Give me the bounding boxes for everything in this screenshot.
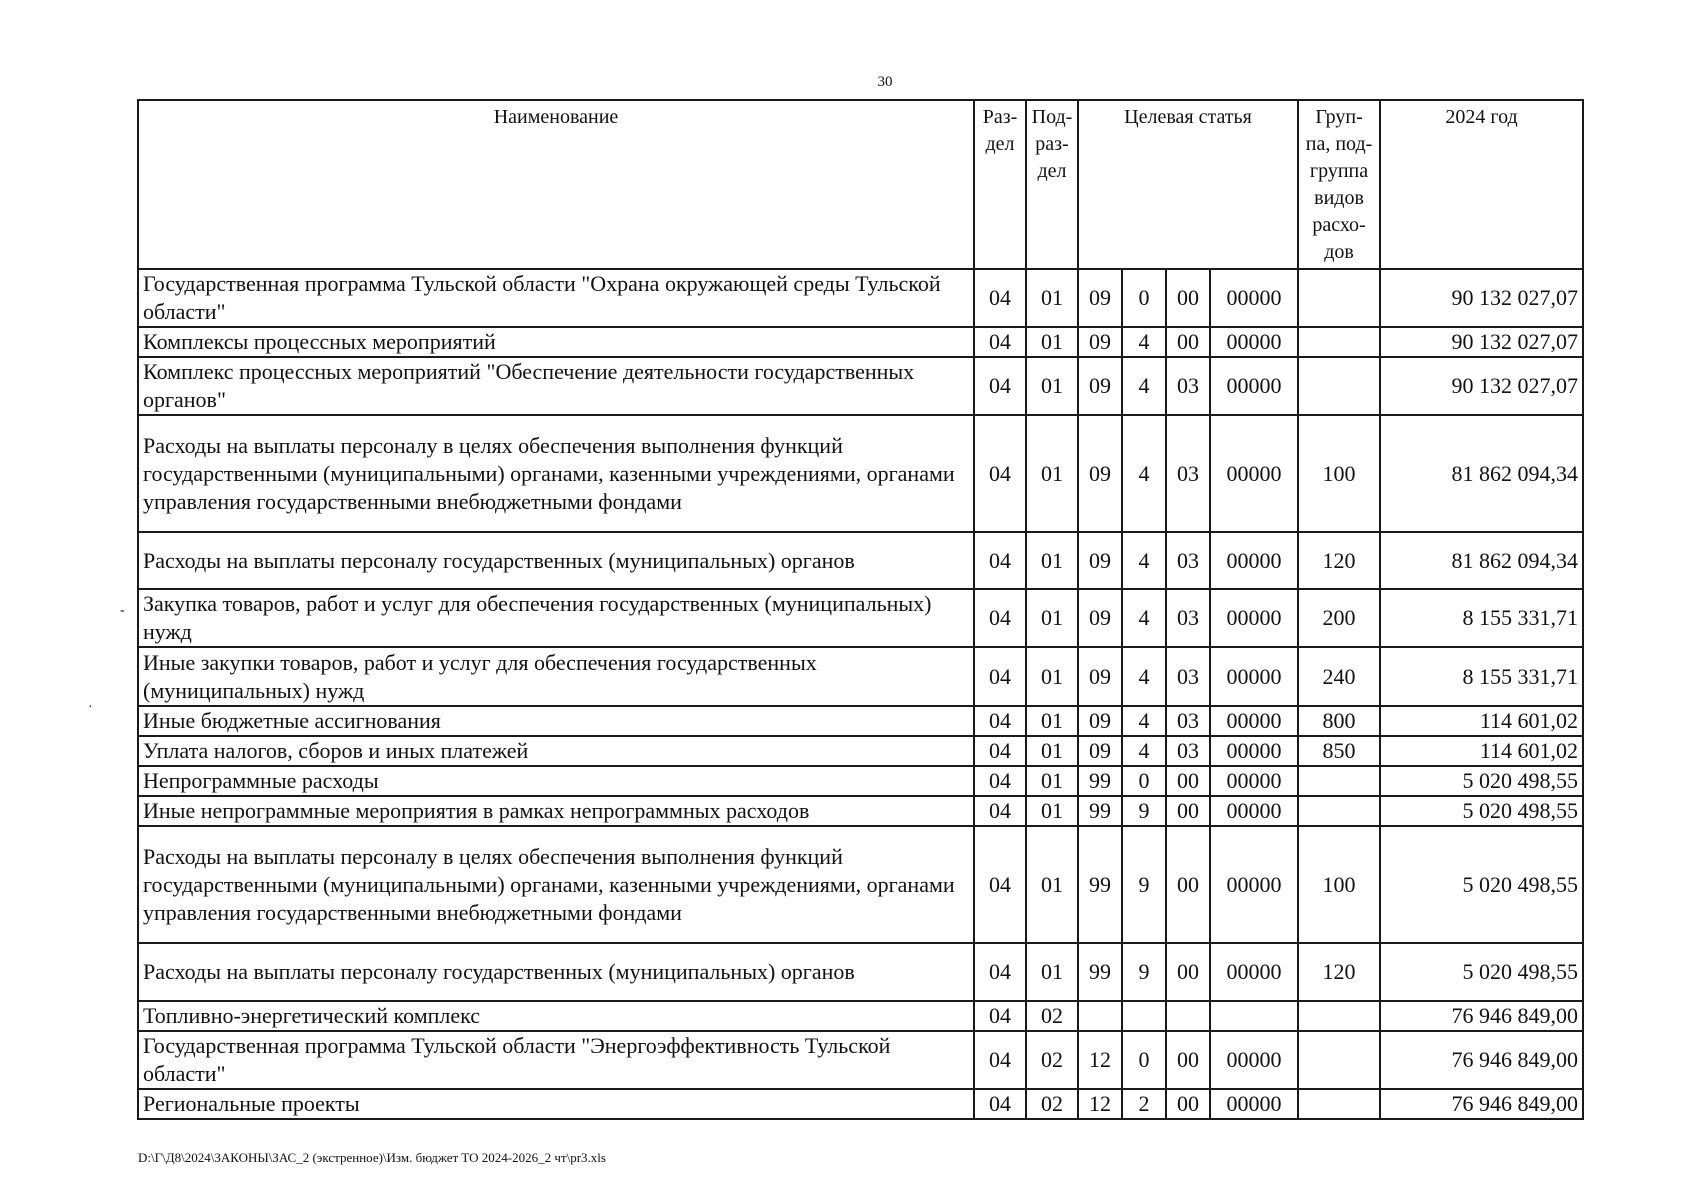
row-target-program: 12 bbox=[1078, 1089, 1122, 1119]
row-expense-group: 120 bbox=[1298, 532, 1380, 589]
table-row bbox=[138, 327, 1583, 357]
row-podrazdel: 01 bbox=[1026, 736, 1078, 766]
row-target-program: 09 bbox=[1078, 736, 1122, 766]
row-target-type: 0 bbox=[1122, 269, 1166, 327]
table-row bbox=[138, 647, 1583, 706]
table-row bbox=[138, 532, 1583, 589]
row-target-type: 4 bbox=[1122, 736, 1166, 766]
row-target-subprogram: 03 bbox=[1166, 532, 1210, 589]
row-razdel: 04 bbox=[974, 1089, 1026, 1119]
row-name: Расходы на выплаты персоналу государственных (муниципальных) органов bbox=[138, 532, 974, 589]
row-target-direction: 00000 bbox=[1210, 415, 1298, 532]
table-row bbox=[138, 589, 1583, 647]
row-target-program: 99 bbox=[1078, 826, 1122, 943]
row-name: Государственная программа Тульской области "Охрана окружающей среды Тульской области" bbox=[138, 269, 974, 327]
header-group: Груп- па, под- группа видов расхо- дов bbox=[1298, 100, 1380, 269]
row-target-subprogram: 03 bbox=[1166, 736, 1210, 766]
row-name: Государственная программа Тульской области "Энергоэффективность Тульской области" bbox=[138, 1031, 974, 1089]
page-number: 30 bbox=[877, 74, 893, 90]
row-name: Уплата налогов, сборов и иных платежей bbox=[138, 736, 974, 766]
row-podrazdel: 01 bbox=[1026, 826, 1078, 943]
row-podrazdel: 01 bbox=[1026, 766, 1078, 796]
row-razdel: 04 bbox=[974, 532, 1026, 589]
row-expense-group: 850 bbox=[1298, 736, 1380, 766]
row-target-program: 09 bbox=[1078, 269, 1122, 327]
row-amount-2024: 76 946 849,00 bbox=[1380, 1031, 1583, 1089]
row-target-type: 9 bbox=[1122, 826, 1166, 943]
row-expense-group: 100 bbox=[1298, 826, 1380, 943]
row-amount-2024: 5 020 498,55 bbox=[1380, 943, 1583, 1001]
row-name: Топливно-энергетический комплекс bbox=[138, 1001, 974, 1031]
row-podrazdel: 01 bbox=[1026, 357, 1078, 415]
row-target-direction: 00000 bbox=[1210, 826, 1298, 943]
row-target-subprogram: 00 bbox=[1166, 269, 1210, 327]
table-row bbox=[138, 826, 1583, 943]
header-target: Целевая статья bbox=[1078, 100, 1298, 269]
row-target-subprogram: 03 bbox=[1166, 357, 1210, 415]
row-target-direction: 00000 bbox=[1210, 1089, 1298, 1119]
row-target-subprogram: 00 bbox=[1166, 943, 1210, 1001]
row-target-program: 09 bbox=[1078, 415, 1122, 532]
table-header-row bbox=[138, 100, 1583, 269]
row-razdel: 04 bbox=[974, 796, 1026, 826]
row-razdel: 04 bbox=[974, 1031, 1026, 1089]
row-target-program: 99 bbox=[1078, 796, 1122, 826]
row-expense-group bbox=[1298, 269, 1380, 327]
row-expense-group: 200 bbox=[1298, 589, 1380, 647]
row-name: Расходы на выплаты персоналу в целях обеспечения выполнения функций государственными (муниципальными) органами, казенными учреждениями, органами управления государственными внебюджетными фондами bbox=[138, 826, 974, 943]
row-target-type: 4 bbox=[1122, 647, 1166, 706]
row-razdel: 04 bbox=[974, 269, 1026, 327]
table-row bbox=[138, 766, 1583, 796]
row-target-program: 12 bbox=[1078, 1031, 1122, 1089]
row-amount-2024: 81 862 094,34 bbox=[1380, 415, 1583, 532]
header-name: Наименование bbox=[138, 100, 974, 269]
budget-table bbox=[137, 99, 1584, 1120]
row-podrazdel: 02 bbox=[1026, 1089, 1078, 1119]
row-expense-group bbox=[1298, 1031, 1380, 1089]
file-path-footer: D:\Г\Д8\2024\ЗАКОНЫ\ЗАС_2 (экстренное)\Изм. бюджет ТО 2024-2026_2 чт\pr3.xls bbox=[138, 1150, 606, 1165]
row-target-type: 0 bbox=[1122, 1031, 1166, 1089]
row-target-direction bbox=[1210, 1001, 1298, 1031]
header-year: 2024 год bbox=[1380, 100, 1583, 269]
row-target-direction: 00000 bbox=[1210, 943, 1298, 1001]
row-target-direction: 00000 bbox=[1210, 706, 1298, 736]
row-amount-2024: 90 132 027,07 bbox=[1380, 269, 1583, 327]
row-amount-2024: 81 862 094,34 bbox=[1380, 532, 1583, 589]
row-target-program: 09 bbox=[1078, 532, 1122, 589]
row-amount-2024: 114 601,02 bbox=[1380, 736, 1583, 766]
row-target-type: 4 bbox=[1122, 357, 1166, 415]
table-row bbox=[138, 1001, 1583, 1031]
row-name: Комплексы процессных мероприятий bbox=[138, 327, 974, 357]
row-name: Иные закупки товаров, работ и услуг для обеспечения государственных (муниципальных) нужд bbox=[138, 647, 974, 706]
row-razdel: 04 bbox=[974, 327, 1026, 357]
row-target-type: 4 bbox=[1122, 532, 1166, 589]
row-expense-group bbox=[1298, 357, 1380, 415]
row-podrazdel: 01 bbox=[1026, 943, 1078, 1001]
row-target-subprogram: 03 bbox=[1166, 647, 1210, 706]
row-target-direction: 00000 bbox=[1210, 589, 1298, 647]
row-target-direction: 00000 bbox=[1210, 269, 1298, 327]
row-name: Расходы на выплаты персоналу государственных (муниципальных) органов bbox=[138, 943, 974, 1001]
row-expense-group bbox=[1298, 1001, 1380, 1031]
row-target-subprogram: 00 bbox=[1166, 1031, 1210, 1089]
row-name: Расходы на выплаты персоналу в целях обеспечения выполнения функций государственными (муниципальными) органами, казенными учреждениями, органами управления государственными внебюджетными фондами bbox=[138, 415, 974, 532]
row-name: Комплекс процессных мероприятий "Обеспечение деятельности государственных органов" bbox=[138, 357, 974, 415]
row-target-program: 09 bbox=[1078, 647, 1122, 706]
row-target-program: 09 bbox=[1078, 589, 1122, 647]
row-expense-group bbox=[1298, 327, 1380, 357]
row-target-subprogram: 00 bbox=[1166, 1089, 1210, 1119]
row-expense-group bbox=[1298, 796, 1380, 826]
row-target-program bbox=[1078, 1001, 1122, 1031]
row-target-program: 09 bbox=[1078, 357, 1122, 415]
row-razdel: 04 bbox=[974, 826, 1026, 943]
row-target-program: 99 bbox=[1078, 943, 1122, 1001]
row-target-subprogram: 03 bbox=[1166, 415, 1210, 532]
table-row bbox=[138, 1089, 1583, 1119]
row-podrazdel: 01 bbox=[1026, 647, 1078, 706]
row-name: Иные непрограммные мероприятия в рамках непрограммных расходов bbox=[138, 796, 974, 826]
row-target-type: 2 bbox=[1122, 1089, 1166, 1119]
margin-mark: - bbox=[120, 603, 125, 618]
row-name: Непрограммные расходы bbox=[138, 766, 974, 796]
row-razdel: 04 bbox=[974, 647, 1026, 706]
row-name: Региональные проекты bbox=[138, 1089, 974, 1119]
row-target-direction: 00000 bbox=[1210, 647, 1298, 706]
row-target-direction: 00000 bbox=[1210, 796, 1298, 826]
row-target-direction: 00000 bbox=[1210, 766, 1298, 796]
row-podrazdel: 01 bbox=[1026, 327, 1078, 357]
row-target-subprogram: 00 bbox=[1166, 766, 1210, 796]
table-row bbox=[138, 1031, 1583, 1089]
row-amount-2024: 90 132 027,07 bbox=[1380, 357, 1583, 415]
row-expense-group: 100 bbox=[1298, 415, 1380, 532]
row-amount-2024: 76 946 849,00 bbox=[1380, 1001, 1583, 1031]
row-target-direction: 00000 bbox=[1210, 1031, 1298, 1089]
header-podrazdel: Под- раз- дел bbox=[1026, 100, 1078, 269]
row-target-direction: 00000 bbox=[1210, 532, 1298, 589]
row-target-subprogram bbox=[1166, 1001, 1210, 1031]
row-podrazdel: 01 bbox=[1026, 269, 1078, 327]
row-amount-2024: 8 155 331,71 bbox=[1380, 589, 1583, 647]
row-amount-2024: 5 020 498,55 bbox=[1380, 796, 1583, 826]
row-target-program: 09 bbox=[1078, 706, 1122, 736]
row-podrazdel: 01 bbox=[1026, 796, 1078, 826]
row-podrazdel: 01 bbox=[1026, 706, 1078, 736]
row-podrazdel: 02 bbox=[1026, 1031, 1078, 1089]
row-target-type: 0 bbox=[1122, 766, 1166, 796]
table-row bbox=[138, 415, 1583, 532]
row-razdel: 04 bbox=[974, 706, 1026, 736]
row-amount-2024: 114 601,02 bbox=[1380, 706, 1583, 736]
row-razdel: 04 bbox=[974, 415, 1026, 532]
row-target-type: 9 bbox=[1122, 943, 1166, 1001]
row-expense-group bbox=[1298, 766, 1380, 796]
row-target-subprogram: 03 bbox=[1166, 706, 1210, 736]
row-podrazdel: 01 bbox=[1026, 532, 1078, 589]
row-target-program: 09 bbox=[1078, 327, 1122, 357]
row-podrazdel: 02 bbox=[1026, 1001, 1078, 1031]
row-razdel: 04 bbox=[974, 736, 1026, 766]
row-target-type: 4 bbox=[1122, 415, 1166, 532]
row-podrazdel: 01 bbox=[1026, 415, 1078, 532]
row-target-direction: 00000 bbox=[1210, 327, 1298, 357]
row-expense-group: 240 bbox=[1298, 647, 1380, 706]
row-amount-2024: 76 946 849,00 bbox=[1380, 1089, 1583, 1119]
row-name: Закупка товаров, работ и услуг для обеспечения государственных (муниципальных) нужд bbox=[138, 589, 974, 647]
row-target-subprogram: 00 bbox=[1166, 826, 1210, 943]
row-razdel: 04 bbox=[974, 357, 1026, 415]
row-name: Иные бюджетные ассигнования bbox=[138, 706, 974, 736]
header-razdel: Раз- дел bbox=[974, 100, 1026, 269]
row-expense-group: 120 bbox=[1298, 943, 1380, 1001]
row-target-type: 4 bbox=[1122, 589, 1166, 647]
row-target-subprogram: 03 bbox=[1166, 589, 1210, 647]
row-amount-2024: 5 020 498,55 bbox=[1380, 766, 1583, 796]
table-row bbox=[138, 943, 1583, 1001]
table-row bbox=[138, 736, 1583, 766]
row-expense-group bbox=[1298, 1089, 1380, 1119]
row-razdel: 04 bbox=[974, 943, 1026, 1001]
row-target-direction: 00000 bbox=[1210, 357, 1298, 415]
row-expense-group: 800 bbox=[1298, 706, 1380, 736]
table-row bbox=[138, 706, 1583, 736]
row-target-subprogram: 00 bbox=[1166, 796, 1210, 826]
row-target-type bbox=[1122, 1001, 1166, 1031]
row-podrazdel: 01 bbox=[1026, 589, 1078, 647]
row-amount-2024: 8 155 331,71 bbox=[1380, 647, 1583, 706]
row-target-type: 4 bbox=[1122, 327, 1166, 357]
row-target-program: 99 bbox=[1078, 766, 1122, 796]
row-amount-2024: 90 132 027,07 bbox=[1380, 327, 1583, 357]
row-target-type: 4 bbox=[1122, 706, 1166, 736]
table-row bbox=[138, 796, 1583, 826]
row-target-subprogram: 00 bbox=[1166, 327, 1210, 357]
table-row bbox=[138, 357, 1583, 415]
table-row bbox=[138, 269, 1583, 327]
row-razdel: 04 bbox=[974, 589, 1026, 647]
row-target-type: 9 bbox=[1122, 796, 1166, 826]
margin-mark: · bbox=[88, 700, 93, 715]
row-razdel: 04 bbox=[974, 766, 1026, 796]
row-razdel: 04 bbox=[974, 1001, 1026, 1031]
row-amount-2024: 5 020 498,55 bbox=[1380, 826, 1583, 943]
row-target-direction: 00000 bbox=[1210, 736, 1298, 766]
